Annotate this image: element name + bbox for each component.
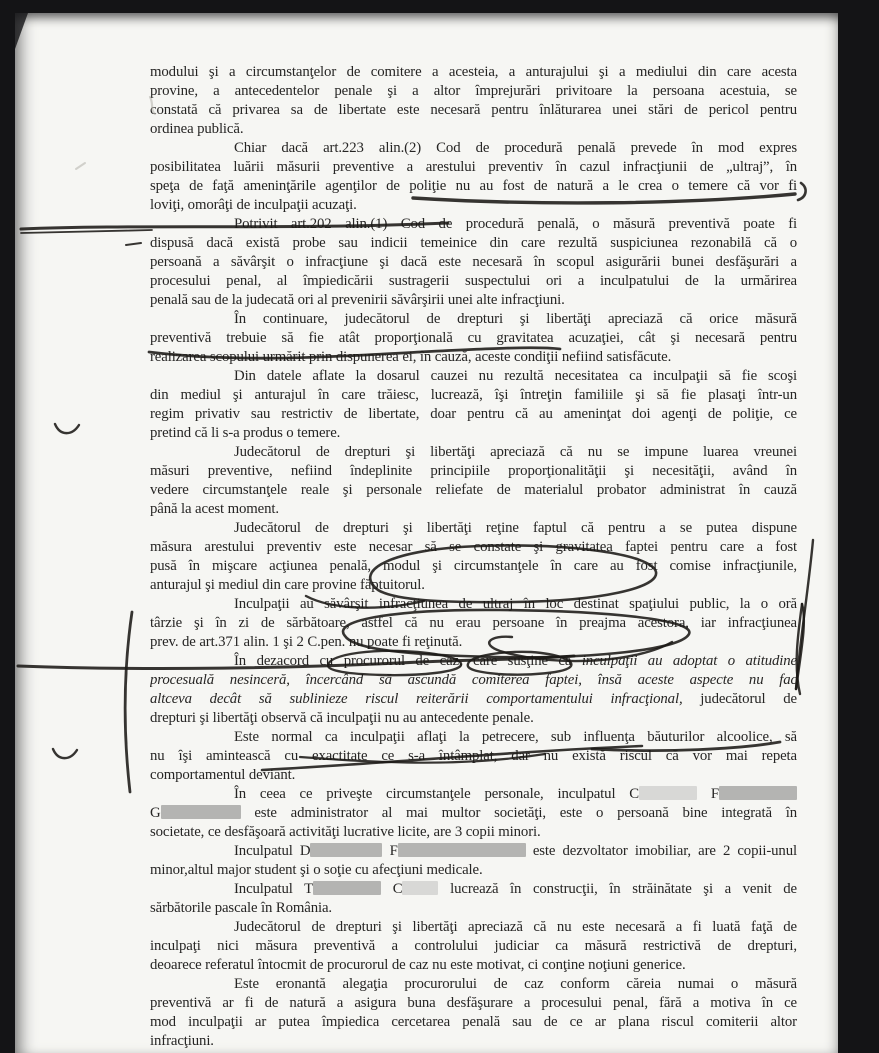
text-line: penală sau de la judecată ori al prevenirii săvârşirii unei alte infracţiuni.	[150, 292, 565, 308]
text-line: În continuare, judecătorul de drepturi şi libertăţi apreciază că orice măsură	[234, 311, 797, 327]
paragraph	[150, 652, 797, 728]
text-line: provine, a antecedentelor penale şi a altor împrejurări privitoare la persoana acestuia, se	[150, 83, 797, 99]
paragraph	[150, 842, 797, 880]
text-line: Din datele aflate la dosarul cauzei nu rezultă necesitatea ca inculpaţii să fie scoşi	[234, 368, 797, 384]
text-line: comportamentul deviant.	[150, 767, 296, 783]
text-line: G este administrator al mai multor societăţi, este o persoană bine integrată în	[150, 805, 797, 821]
paragraph	[150, 975, 797, 1051]
text-line: În dezacord cu procurorul de caz, care susţine că inculpaţii au adoptat o atitudine	[234, 653, 797, 669]
text-line: târzie şi în zi de sărbătoare, astfel că nu erau persoane în preajma acestora, iar infracţiunea	[150, 615, 797, 631]
text-line: pusă în mişcare acţiunea penală, modul şi circumstanţele în care au fost comise infracţiunile,	[150, 558, 797, 574]
paragraph	[150, 139, 797, 215]
text-line: deoarece referatul întocmit de procurorul de caz nu este motivat, ci conţine noţiuni generice.	[150, 957, 686, 973]
paragraph	[150, 880, 797, 918]
text-line: inculpaţi nici măsura preventivă a controlului judiciar ca măsură restrictivă de drepturi,	[150, 938, 797, 954]
text-line: Potrivit art.202 alin.(1) Cod de procedură penală, o măsură preventivă poate fi	[234, 216, 797, 232]
text-line: persoană a săvârşit o infracţiune şi dacă este necesară în scopul asigurării bunei desfăşurări a	[150, 254, 797, 270]
text-line: posibilitatea luării măsurii preventive a arestului preventiv în cazul infracţiunii de „ultraj”, în	[150, 159, 797, 175]
text-line: măsura arestului preventiv este necesar să se constate şi gravitatea faptei pentru care a fost	[150, 539, 797, 555]
text-line: Inculpaţii au săvârşit infracţiunea de ultraj în loc destinat spaţiului public, la o oră	[234, 596, 797, 612]
text-line: până la acest moment.	[150, 501, 279, 517]
text-line: nu îşi amintească cu exactitate ce s-a întâmplat, dar nu există riscul că vor mai repeta	[150, 748, 797, 764]
text-line: În ceea ce priveşte circumstanţele personale, inculpatul C F	[150, 785, 797, 804]
text-line: speţa de faţă ameninţările agenţilor de poliţie nu au fost de natură a le crea o temere că vor fi	[150, 178, 797, 194]
paragraph	[150, 728, 797, 785]
paragraph	[150, 785, 797, 842]
text-line: realizarea scopului urmărit prin dispunerea ei, în cauză, aceste condiţii nefiind satisfăcute.	[150, 349, 672, 365]
text-line: anturajul şi mediul din care provine făptuitorul.	[150, 577, 425, 593]
text-line: infracţiuni.	[150, 1033, 214, 1049]
text-line: Este eronantă alegaţia procurorului de caz conform căreia numai o măsură	[234, 976, 797, 992]
text-line: prev. de art.371 alin. 1 şi 2 C.pen. nu poate fi reţinută.	[150, 634, 463, 650]
text-line: procesului penal, al împiedicării sustragerii suspectului ori a inculpatului de la urmărirea	[150, 273, 797, 289]
text-line: procesuală nesinceră, încercând să ascundă comiterea faptei, însă aceste aspecte nu fac	[150, 672, 797, 688]
text-line: regim privativ sau restrictiv de libertate, doar pentru că au ameninţat doi agenţi de poliţie, ce	[150, 406, 797, 422]
text-line: sărbătorile pascale în România.	[150, 900, 332, 916]
scan-corner-shadow	[15, 13, 28, 49]
text-line: societate, ce desfăşoară activităţi lucrative licite, are 3 copii minori.	[150, 824, 541, 840]
paragraph	[150, 63, 797, 139]
text-line: Judecătorul de drepturi şi libertăţi apreciază că nu se impune luarea vreunei	[234, 444, 797, 460]
text-line: Judecătorul de drepturi şi libertăţi apreciază că nu este necesară a fi luată faţă de	[234, 919, 797, 935]
text-line: din mediul şi anturajul în care trăiesc, lucrează, îşi întreţin familiile şi să fie plasaţi într-un	[150, 387, 797, 403]
text-line: loviţi, omorâţi de inculpaţii acuzaţi.	[150, 197, 357, 213]
paragraph	[150, 918, 797, 975]
text-line: drepturi şi libertăţi observă că inculpaţii nu au antecedente penale.	[150, 710, 534, 726]
document-text	[150, 63, 797, 1051]
redaction-box	[639, 786, 697, 800]
text-line: minor,altul major student şi o soţie cu afecţiuni medicale.	[150, 862, 483, 878]
redaction-box	[161, 805, 241, 819]
text-line: preventivă trebuie să fie atât proporţională cu gravitatea acuzaţiei, cât şi necesară pentru	[150, 330, 797, 346]
text-line: Judecătorul de drepturi şi libertăţi reţine faptul că pentru a se putea dispune	[234, 520, 797, 536]
text-line: ordinea publică.	[150, 121, 244, 137]
text-line: preventivă ar fi de natură a asigura buna desfăşurare a procesului penal, fără a motiva în ce	[150, 995, 797, 1011]
redaction-box	[310, 843, 382, 857]
redaction-box	[313, 881, 381, 895]
paragraph	[150, 367, 797, 443]
paragraph	[150, 215, 797, 310]
text-line: constată că privarea sa de libertate este necesară pentru înlăturarea unei stări de pericol pentru	[150, 102, 797, 118]
redaction-box	[398, 843, 526, 857]
redaction-box	[402, 881, 438, 895]
text-line: altceva decât să sublinieze riscul reiterării comportamentului infracţional, judecătorul de	[150, 691, 797, 707]
paragraph	[150, 443, 797, 519]
paragraph	[150, 519, 797, 595]
text-line: modului şi a circumstanţelor de comitere a acesteia, a anturajului şi a mediului din care acesta	[150, 64, 797, 80]
text-line: Este normal ca inculpaţii aflaţi la petrecere, sub influenţa băuturilor alcoolice, să	[234, 729, 797, 745]
paragraph	[150, 310, 797, 367]
text-line: Inculpatul D F este dezvoltator imobiliar, are 2 copii-unul	[234, 843, 797, 859]
redaction-box	[719, 786, 797, 800]
text-line: Inculpatul T C lucrează în construcţii, în străinătate şi a venit de	[234, 881, 797, 897]
text-line: Chiar dacă art.223 alin.(2) Cod de procedură penală prevede în mod expres	[234, 140, 797, 156]
paragraph	[150, 595, 797, 652]
text-line: dispusă dacă există probe sau indicii temeinice din care rezultă suspiciunea rezonabilă că o	[150, 235, 797, 251]
text-line: măsuri preventive, nefiind îndeplinite principiile proporţionalităţii şi necesităţii, având în	[150, 463, 797, 479]
text-line: mod inculpaţii ar putea împiedica cercetarea penală sau de ce ar plana riscul comiterii altor	[150, 1014, 797, 1030]
text-line: pretind că li s-a produs o temere.	[150, 425, 341, 441]
text-line: vedere circumstanţele reale şi personale reliefate de materialul probator administrat în cauză	[150, 482, 797, 498]
